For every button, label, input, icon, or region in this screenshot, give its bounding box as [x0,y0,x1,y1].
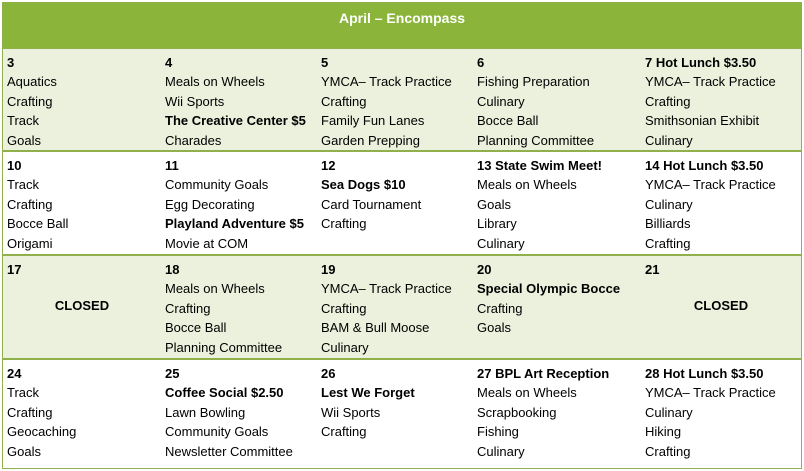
activity: Bocce Ball [477,113,539,129]
activity: Crafting [321,424,367,440]
activity: Culinary [645,404,693,420]
day-cell [3,152,161,254]
calendar-title: April – Encompass [3,3,801,49]
day-header: 5 [321,55,329,70]
activity: Community Goals [165,177,269,193]
activity: Crafting [7,196,53,212]
activity: Culinary [477,443,525,459]
activity: Card Tournament [321,196,422,212]
activity: Crafting [165,300,211,316]
activity: Goals [477,320,511,336]
activity: Scrapbooking [477,404,557,420]
activity: Crafting [321,216,367,232]
activity: Track [7,113,40,129]
activity: Fishing Preparation [477,74,590,90]
day-cell [317,256,473,358]
activity: Culinary [477,235,525,251]
day-header: 17 [7,262,22,277]
day-cell [161,152,317,254]
activity: Garden Prepping [321,132,421,148]
closed-label: CLOSED [693,298,749,313]
day-header: 28 Hot Lunch $3.50 [645,366,764,381]
activity: Library [477,216,517,232]
activity: Goals [7,132,41,148]
activity: YMCA– Track Practice [645,177,776,193]
activity: Culinary [477,93,525,109]
day-cell [641,49,801,150]
day-header: 13 State Swim Meet! [477,158,602,173]
day-header: 19 [321,262,336,277]
day-cell [317,152,473,254]
activity: Crafting [321,300,367,316]
activity: Track [7,177,40,193]
activity: Fishing [477,424,519,440]
day-cell [641,360,801,466]
calendar [2,2,802,469]
activity: Track [7,385,40,401]
week-row [3,360,801,466]
activity: Aquatics [7,74,57,90]
day-cell [473,360,641,466]
day-cell [317,49,473,150]
day-header: 27 BPL Art Reception [477,366,610,381]
day-cell [641,152,801,254]
activity: Crafting [7,93,53,109]
day-cell [641,256,801,358]
day-header: 14 Hot Lunch $3.50 [645,158,764,173]
activity: Billiards [645,216,691,232]
day-cell [3,256,161,358]
activity: Bocce Ball [7,216,69,232]
week-row [3,152,801,256]
day-header: 21 [645,262,660,277]
activity: Goals [7,443,41,459]
activity: Geocaching [7,424,77,440]
activity: Planning Committee [477,132,595,148]
activity-highlight: Coffee Social $2.50 [165,385,284,401]
day-header: 18 [165,262,180,277]
day-header: 12 [321,158,336,173]
activity: Bocce Ball [165,320,227,336]
day-header: 10 [7,158,22,173]
day-cell [161,360,317,466]
week-row [3,49,801,152]
activity: Meals on Wheels [165,281,265,297]
day-cell [473,152,641,254]
week-row [3,256,801,360]
activity-highlight: Sea Dogs $10 [321,177,406,193]
activity: YMCA– Track Practice [645,74,776,90]
activity: Wii Sports [321,404,381,420]
activity: Lawn Bowling [165,404,246,420]
day-header: 20 [477,262,492,277]
activity: Meals on Wheels [477,385,577,401]
day-header: 4 [165,55,173,70]
activity: Culinary [645,132,693,148]
day-header: 11 [165,158,179,173]
activity: Newsletter Committee [165,443,293,459]
activity-highlight: The Creative Center $5 [165,113,306,129]
day-cell [3,360,161,466]
day-cell [473,49,641,150]
activity: Goals [477,196,511,212]
activity-highlight: Playland Adventure $5 [165,216,304,232]
activity: Crafting [321,93,367,109]
activity-highlight: Lest We Forget [321,385,415,401]
activity: Crafting [645,443,691,459]
day-header: 24 [7,366,22,381]
activity: YMCA– Track Practice [321,281,452,297]
activity: Culinary [645,196,693,212]
day-cell [161,256,317,358]
day-header: 7 Hot Lunch $3.50 [645,55,757,70]
activity: Charades [165,132,222,148]
activity: YMCA– Track Practice [645,385,776,401]
activity: Smithsonian Exhibit [645,113,760,129]
activity: Culinary [321,339,369,355]
activity: Crafting [645,93,691,109]
day-header: 6 [477,55,485,70]
activity-highlight: Special Olympic Bocce [477,281,621,297]
activity: Crafting [7,404,53,420]
closed-label: CLOSED [54,298,110,313]
activity: Wii Sports [165,93,225,109]
day-header: 25 [165,366,180,381]
activity: Family Fun Lanes [321,113,425,129]
activity: Hiking [645,424,682,440]
activity: Crafting [477,300,523,316]
activity: Meals on Wheels [165,74,265,90]
day-cell [3,49,161,150]
activity: Origami [7,235,53,251]
day-cell [317,360,473,466]
activity: Movie at COM [165,235,249,251]
day-cell [161,49,317,150]
day-header: 3 [7,55,15,70]
activity: Egg Decorating [165,196,255,212]
activity: YMCA– Track Practice [321,74,452,90]
day-header: 26 [321,366,336,381]
activity: Meals on Wheels [477,177,577,193]
activity: Community Goals [165,424,269,440]
activity: BAM & Bull Moose [321,320,430,336]
day-cell [473,256,641,358]
activity: Crafting [645,235,691,251]
activity: Planning Committee [165,339,283,355]
